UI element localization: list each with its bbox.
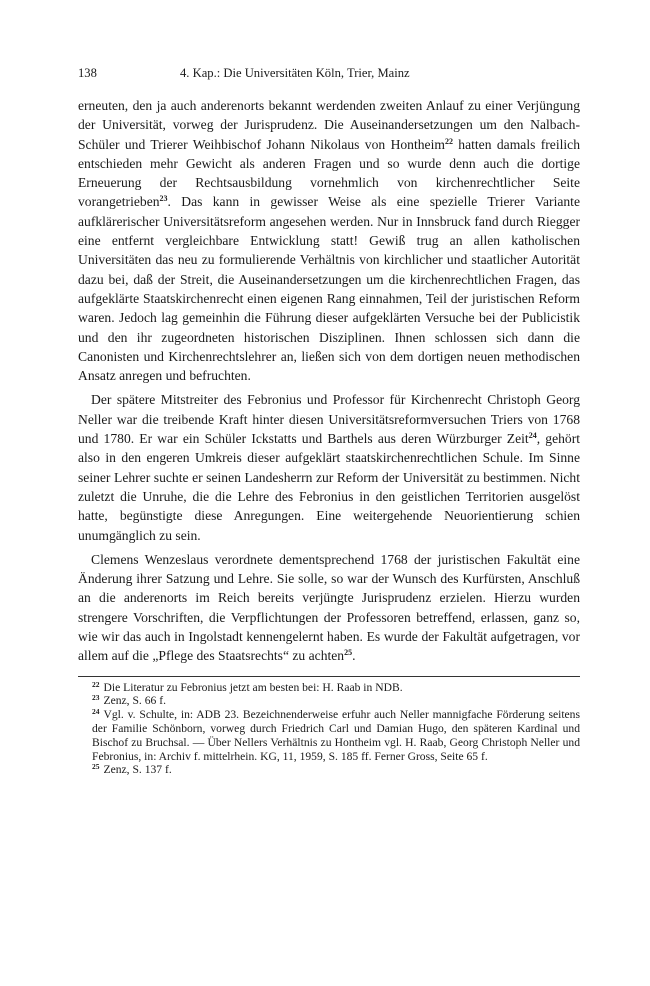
paragraph-text: Der spätere Mitstreiter des Febronius und Professor für Kirchenrecht Christoph Georg Neller war die treibende Kraft hinter diesen Universitätsreformversuchen Triers von 1768 und 1780. Er war ein Schüler Ickstatts und Barthels aus deren Würzburger Zeit: [78, 392, 580, 447]
paragraph-text: hatten damals freilich entschieden mehr Gewicht als anderen Fragen und so wurde denn auch die dortige Erneuerung der Rechtsausbildung vornehmlich von kirchenrechtlicher Seite vorangetrieben: [78, 136, 580, 210]
footnote-ref[interactable]: 24: [528, 431, 537, 441]
footnote-mark: 25: [92, 762, 100, 772]
footnote-mark: 24: [92, 707, 100, 717]
footnote-separator: [78, 676, 580, 677]
paragraph-text: .: [352, 648, 356, 664]
footnote-text: Zenz, S. 66 f.: [103, 694, 166, 708]
running-title: 4. Kap.: Die Universitäten Köln, Trier, Mainz: [180, 66, 410, 80]
paragraph-text: erneuten, den ja auch anderenorts bekannt werdenden zweiten Anlauf zu einer Verjüngung der Universität, vorweg der Jurisprudenz. Die Auseinandersetzungen um den Nalbach-Schüler und Trierer Weihbischof Johann Nikolaus von Hontheim: [78, 98, 580, 152]
footnote-text: Vgl. v. Schulte, in: ADB 23. Bezeichnenderweise erfuhr auch Neller mannigfache Förderung seitens der Familie Schönborn, vorweg durch Friedrich Carl und Damian Hugo, den späteren Kardinal und Bischof zu Bruchsal. — Über Nellers Verhältnis zu Hontheim vgl. H. Raab, Georg Christoph Neller und Febronius, in: Archiv f. mittelrhein. KG, 11, 1959, S. 185 ff. Ferner Gross, Seite 65 f.: [92, 708, 580, 763]
footnote-ref[interactable]: 22: [444, 136, 453, 146]
page-header: [78, 66, 580, 86]
body-text: [78, 96, 580, 666]
footnote: [78, 763, 580, 777]
paragraph-text: . Das kann in gewisser Weise als eine spezielle Trierer Variante aufklärerischer Universitätsreform angesehen werden. Nur in Innsbruck fand durch Riegger eine entfernt vergleichbare Entwicklung statt! Gewiß trug an allen katholischen Universitäten das neu zu formulierende Verhältnis von kirchlicher und staatlicher Autorität dazu bei, daß der Streit, die Auseinandersetzungen um die kirchenrechtlichen Fragen, das aufgeklärte Staatskirchenrecht einen eigenen Rang einnahmen, Teil der juristischen Reform waren. Jedoch lag gemeinhin die Führung dieser aufgeklärten Versuche bei der Publicistik und den ihr zugeordneten historischen Disziplinen. Ihnen schlossen sich dann die Canonisten und Kirchenrechtslehrer an, ließen sich von dem dortigen neuen methodischen Ansatz anregen und befruchten.: [78, 194, 580, 384]
footnote-ref[interactable]: 23: [159, 194, 168, 204]
footnote-ref[interactable]: 25: [344, 648, 353, 658]
footnote: [78, 708, 580, 763]
book-page: [78, 66, 580, 777]
footnotes: [78, 681, 580, 778]
paragraph: [78, 390, 580, 544]
paragraph-text: Clemens Wenzeslaus verordnete dementsprechend 1768 der juristischen Fakultät eine Änderung ihrer Satzung und Lehre. Sie solle, so war der Wunsch des Kurfürsten, Anschluß an die anderenorts im Reich bereits verjüngte Jurisprudenz erzielen. Hierzu wurden strengere Vorschriften, die Verpflichtungen der Professoren betreffend, erlassen, ganz so, wie wir das auch in Ingolstadt kennengelernt haben. Es wurde der Fakultät aufgetragen, vor allem auf die „Pflege des Staatsrechts“ zu achten: [78, 551, 580, 664]
page-number: 138: [78, 66, 97, 80]
footnote-text: Zenz, S. 137 f.: [103, 763, 172, 777]
footnote-mark: 23: [92, 693, 100, 703]
paragraph: [78, 550, 580, 666]
paragraph-text: , gehört also in den engeren Umkreis dieser aufgeklärt staatskirchenrechtlichen Schule. Im Sinne seiner Lehrer suchte er seinen Landesherrn zur Reform der Universität zu bestimmen. Nicht zuletzt die Unruhe, die die Lehre des Febronius in den geistlichen Territorien ausgelöst hatte, begünstigte diese Anregungen. Eine weitergehende Neuorientierung schien unumgänglich zu sein.: [78, 431, 580, 543]
footnote-text: Die Literatur zu Febronius jetzt am besten bei: H. Raab in NDB.: [103, 680, 403, 694]
footnote: [78, 681, 580, 695]
paragraph: [78, 96, 580, 385]
footnote: [78, 694, 580, 708]
footnote-mark: 22: [92, 679, 100, 689]
